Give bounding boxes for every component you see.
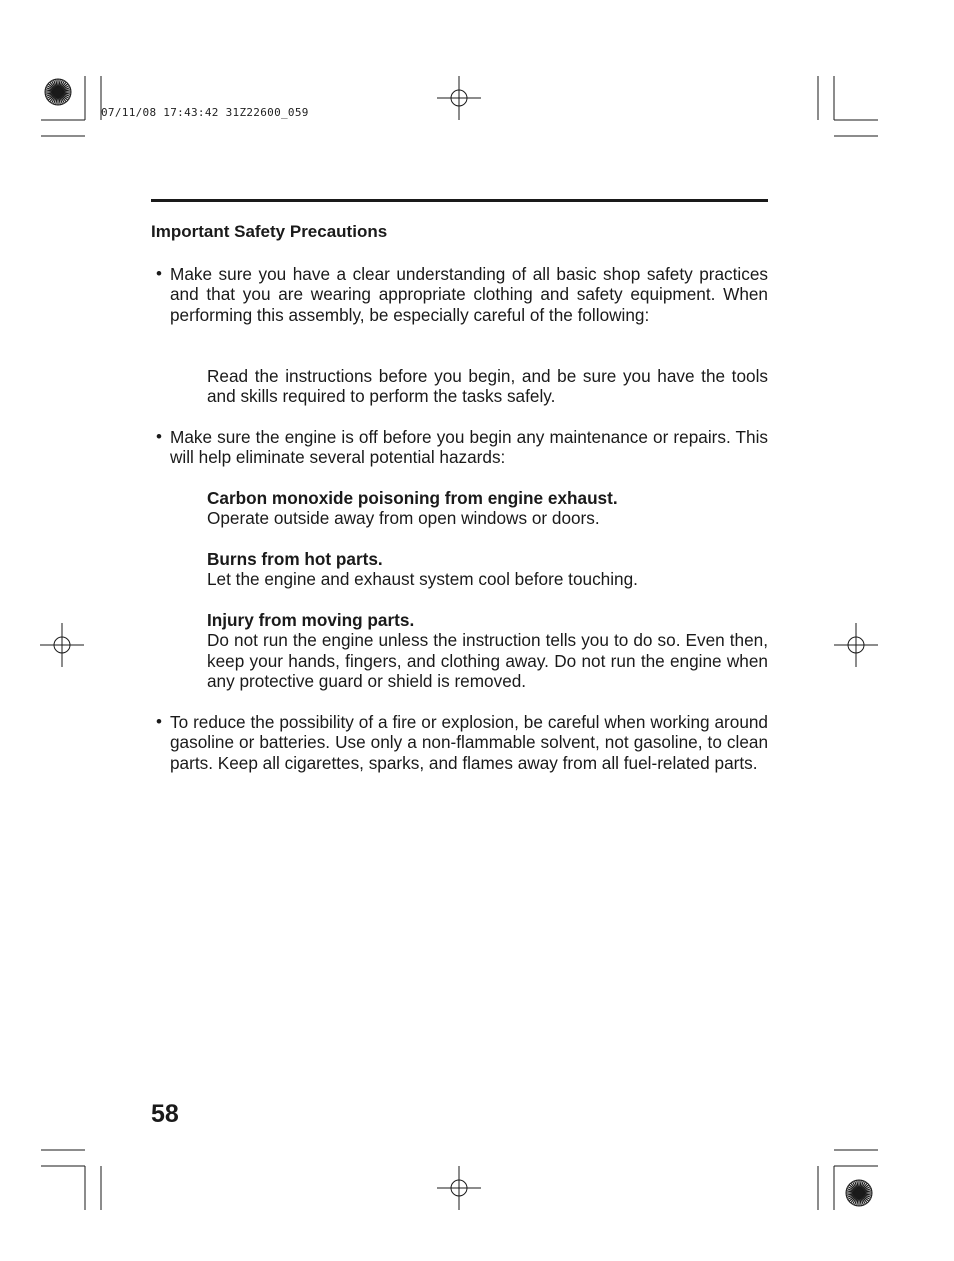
hazard-title: Burns from hot parts.	[207, 549, 383, 569]
hazard-title: Injury from moving parts.	[207, 610, 415, 630]
bullet-text: Make sure the engine is off before you begin any maintenance or repairs. This will help eliminate several potential hazards:	[170, 427, 768, 468]
hazard-item	[207, 549, 768, 590]
hazard-title: Carbon monoxide poisoning from engine exhaust.	[207, 488, 618, 508]
hazard-text: Do not run the engine unless the instruction tells you to do so. Even then, keep your hands, fingers, and clothing away. Do not run the engine when any protective guard or shield is removed.	[207, 630, 768, 692]
bullet-text: Make sure you have a clear understanding of all basic shop safety practices and that you are wearing appropriate clothing and safety equipment. When performing this assembly, be especially careful of the following:	[170, 264, 768, 325]
hazard-text: Operate outside away from open windows or doors.	[207, 508, 600, 529]
registration-mark-left	[40, 623, 84, 667]
section-title: Important Safety Precautions	[151, 222, 388, 241]
note-text: Read the instructions before you begin, and be sure you have the tools and skills required to perform the tasks safely.	[207, 366, 768, 407]
header-rule	[151, 199, 768, 202]
hazard-item	[207, 488, 768, 529]
bullet-marker: •	[156, 712, 162, 731]
registration-mark-right	[834, 623, 878, 667]
starburst-mark-bottom-right	[846, 1180, 872, 1206]
registration-mark-top	[437, 76, 481, 120]
bullet-marker: •	[156, 264, 162, 283]
starburst-mark-top-left	[45, 79, 71, 105]
bullet-marker: •	[156, 427, 162, 446]
hazard-text: Let the engine and exhaust system cool before touching.	[207, 569, 638, 590]
print-stamp: 07/11/08 17:43:42 31Z22600_059	[101, 106, 309, 119]
page-number: 58	[151, 1100, 179, 1128]
hazard-item	[207, 610, 768, 692]
registration-mark-bottom	[437, 1166, 481, 1210]
bullet-text: To reduce the possibility of a fire or explosion, be careful when working around gasoline or batteries. Use only a non-flammable solvent, not gasoline, to clean parts. Keep all cigarettes, sparks, and flames away from all fuel-related parts.	[170, 712, 768, 773]
